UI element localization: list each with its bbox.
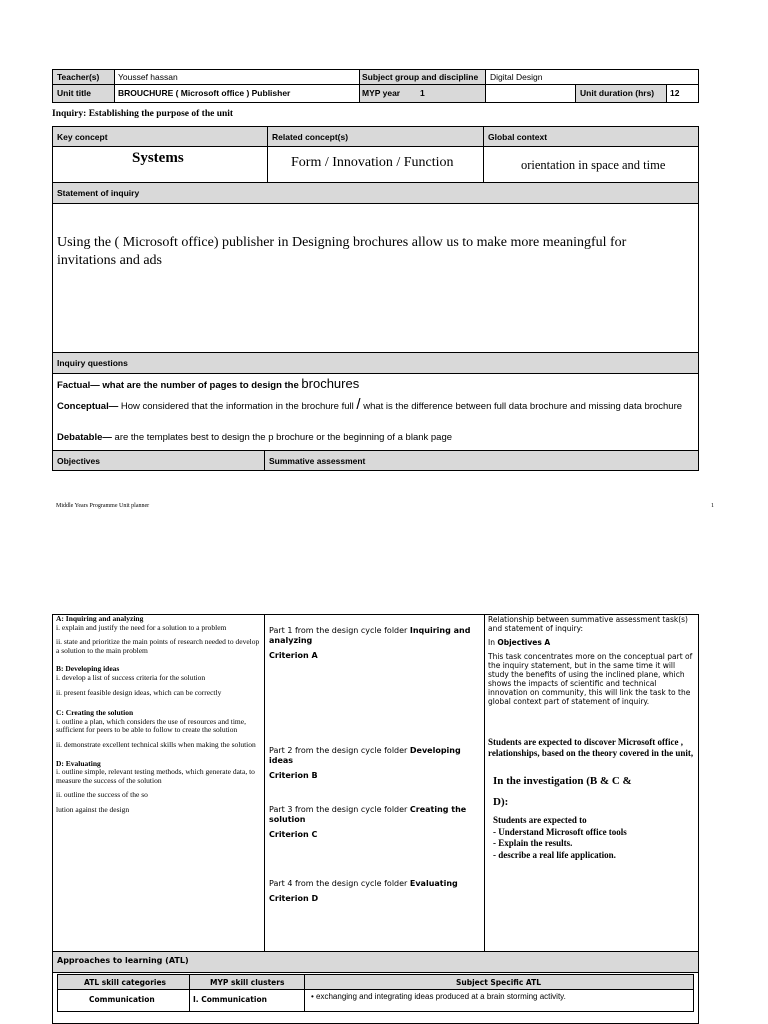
part-4-prefix: Part 4 from the design cycle folder [269, 879, 410, 888]
footer-left: Middle Years Programme Unit planner [56, 503, 150, 509]
objective-b1: i. develop a list of success criteria for the solution [56, 672, 206, 682]
students-discover: Students are expected to discover Microsoft office , relationships, based on the theory covered in the unit, [488, 737, 694, 758]
factual-text: what are the number of pages to design the [99, 380, 302, 391]
relationship-paragraph: This task concentrates more on the conceptual part of the inquiry statement, but in the same time it will study the benefits of using the inclined plane, which shows the impacts of scientific and technical innovation on community, this will link the task to the global context part of statement of inquiry. [488, 652, 693, 706]
relationship-block [488, 615, 696, 706]
inquiry-heading: Inquiry: Establishing the purpose of the unit [52, 109, 234, 119]
part-4-bold: Evaluating [409, 879, 458, 888]
in-label: In [488, 638, 498, 647]
objective-c-title: C: Creating the solution [56, 708, 134, 718]
objective-a-title: A: Inquiring and analyzing [56, 614, 144, 623]
objectives-list [56, 615, 261, 815]
footer-page: 1 [711, 503, 714, 509]
myp-year-value: 1 [420, 88, 425, 98]
global-context-value: orientation in space and time [521, 158, 666, 172]
atl-row-cluster: I. Communication [193, 995, 267, 1004]
unit-title-label: Unit title [57, 88, 91, 98]
key-concept-value: Systems [132, 150, 184, 166]
subject-value: Digital Design [490, 72, 543, 82]
atl-row-category: Communication [89, 995, 155, 1004]
conceptual-text1: How considered that the information in the brochure full [118, 401, 357, 412]
objectives-label: Objectives [57, 456, 100, 466]
conceptual-question [57, 398, 693, 413]
objective-b-title: B: Developing ideas [56, 664, 120, 674]
part-1 [269, 626, 479, 661]
debatable-text: are the templates best to design the p brochure or the beginning of a blank page [111, 432, 453, 443]
investigation-line-2: D): [493, 796, 509, 808]
part-1-prefix: Part 1 from the design cycle folder [269, 626, 410, 635]
part-2-bold: Developing ideas [269, 746, 461, 765]
global-context-label: Global context [488, 132, 548, 142]
expected-list [493, 815, 698, 861]
conceptual-text2: what is the difference between full data brochure and missing data brochure [360, 401, 683, 412]
summative-label: Summative assessment [269, 456, 366, 466]
teacher-value: Youssef hassan [118, 72, 178, 82]
objectives-a-line [488, 638, 696, 647]
statement-label: Statement of inquiry [57, 188, 140, 198]
part-3-bold: Creating the solution [269, 805, 467, 824]
atl-label: Approaches to learning (ATL) [57, 956, 189, 965]
part-1-bold: Inquiring and analyzing [269, 626, 471, 645]
atl-row-specific: • exchanging and integrating ideas produced at a brain storming activity. [311, 992, 566, 1001]
relationship-heading: Relationship between summative assessment task(s) and statement of inquiry: [488, 615, 688, 633]
part-3 [269, 805, 479, 840]
atl-col2-label: MYP skill clusters [210, 978, 285, 987]
conceptual-slash: / [356, 396, 361, 413]
part-2 [269, 746, 479, 781]
expected-item-1: - Understand Microsoft office tools [493, 826, 627, 837]
questions-label: Inquiry questions [57, 358, 128, 368]
objective-d1: i. outline simple, relevant testing methods, which generate data, to measure the success of the solution [56, 767, 255, 785]
objective-d2: ii. outline the success of the so [56, 790, 148, 800]
duration-value: 12 [670, 88, 680, 98]
part-3-prefix: Part 3 from the design cycle folder [269, 805, 410, 814]
key-concept-label: Key concept [57, 132, 108, 142]
debatable-question [57, 432, 693, 443]
objective-c1: i. outline a plan, which considers the use of resources and time, sufficient for peers to be able to follow to create the solution [56, 716, 246, 735]
part-2-criterion: Criterion B [269, 771, 318, 780]
investigation-line: In the investigation (B & C & [493, 775, 632, 787]
part-3-criterion: Criterion C [269, 830, 318, 839]
teacher-label: Teacher(s) [57, 72, 100, 82]
factual-question [57, 376, 687, 391]
related-concept-label: Related concept(s) [272, 132, 349, 142]
factual-big: brochures [301, 376, 360, 391]
objective-b2: ii. present feasible design ideas, which can be correctly [56, 687, 222, 697]
conceptual-label: Conceptual— [57, 401, 119, 412]
atl-col3-label: Subject Specific ATL [456, 978, 542, 987]
expected-item-2: - Explain the results. [493, 838, 573, 848]
blank-cell [485, 84, 576, 103]
objectives-a-label: Objectives A [497, 638, 551, 647]
statement-text: Using the ( Microsoft office) publisher in Designing brochures allow us to make more meaningful for invitations and ads [57, 235, 627, 268]
expected-label: Students are expected to [493, 815, 587, 825]
factual-label: Factual— [57, 380, 100, 391]
objective-d3: lution against the design [56, 804, 130, 814]
questions-header [52, 352, 699, 374]
related-concept-value: Form / Innovation / Function [291, 155, 454, 170]
duration-label: Unit duration (hrs) [580, 88, 655, 98]
part-1-criterion: Criterion A [269, 651, 318, 660]
part-2-prefix: Part 2 from the design cycle folder [269, 746, 410, 755]
unit-title-value: BROUCHURE ( Microsoft office ) Publisher [118, 88, 291, 98]
debatable-label: Debatable— [57, 432, 112, 443]
objective-a1: i. explain and justify the need for a solution to a problem [56, 622, 227, 632]
part-4-criterion: Criterion D [269, 894, 319, 903]
atl-col1-label: ATL skill categories [84, 978, 167, 987]
objective-d-title: D: Evaluating [56, 758, 101, 768]
myp-year-label: MYP year [362, 88, 401, 98]
statement-cell [52, 203, 699, 353]
expected-item-3: - describe a real life application. [493, 849, 616, 860]
subject-label: Subject group and discipline [362, 72, 479, 82]
objective-a2: ii. state and prioritize the main points of research needed to develop a solution to the main problem [56, 637, 260, 655]
part-4 [269, 879, 479, 904]
statement-header [52, 182, 699, 204]
objective-c2: ii. demonstrate excellent technical skills when making the solution [56, 739, 256, 749]
